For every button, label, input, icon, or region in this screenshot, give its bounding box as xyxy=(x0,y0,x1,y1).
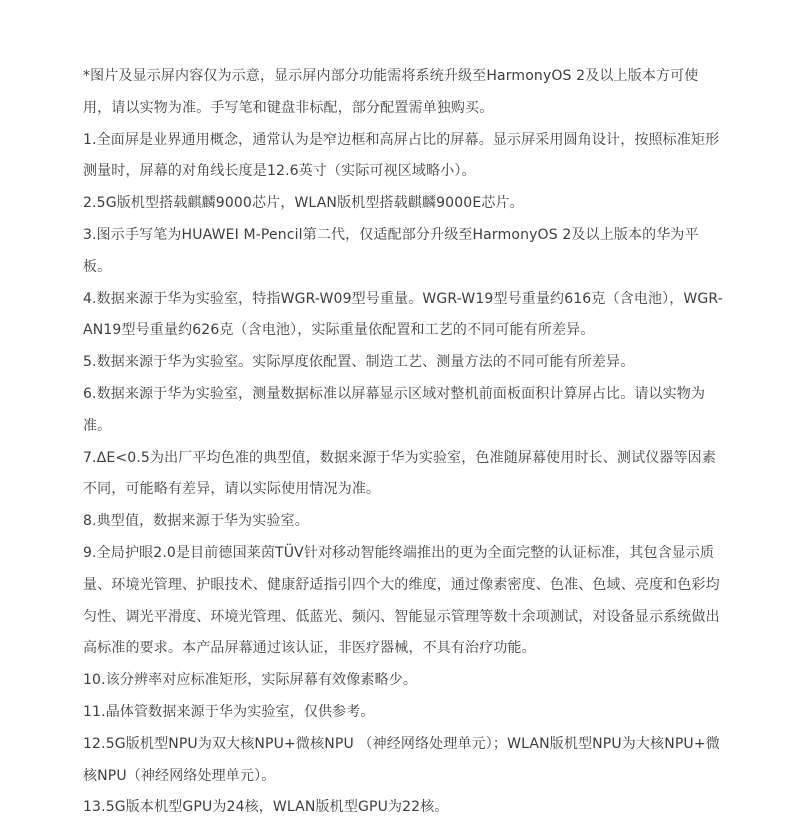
disclaimer-intro: *图片及显示屏内容仅为示意，显示屏内部分功能需将系统升级至HarmonyOS 2及以上版本方可使用，请以实物为准。手写笔和键盘非标配，部分配置需单独购买。 xyxy=(83,68,699,116)
footnote-7: 7.ΔE<0.5为出厂平均色准的典型值，数据来源于华为实验室，色准随屏幕使用时长、测试仪器等因素不同，可能略有差异，请以实际使用情况为准。 xyxy=(83,449,716,498)
footnote-12: 12.5G版机型NPU为双大核NPU+微核NPU （神经网络处理单元）；WLAN版机型NPU为大核NPU+微核NPU（神经网络处理单元）。 xyxy=(83,735,720,784)
footnote-1: 1.全面屏是业界通用概念，通常认为是窄边框和高屏占比的屏幕。显示屏采用圆角设计，按照标准矩形测量时，屏幕的对角线长度是12.6英寸（实际可视区域略小）。 xyxy=(83,131,720,180)
footnote-9: 9.全局护眼2.0是目前德国莱茵TÜV针对移动智能终端推出的更为全面完整的认证标准，其包含显示质量、环境光管理、护眼技术、健康舒适指引四个大的维度，通过像素密度、色准、色域、亮度和色彩均匀性、调光平滑度、环境光管理、低蓝光、频闪、智能显示管理等数十余项测试，对设备显示系统做出高标准的要求。本产品屏幕通过该认证，非医疗器械，不具有治疗功能。 xyxy=(83,544,720,657)
footnote-13: 13.5G版本机型GPU为24核，WLAN版机型GPU为22核。 xyxy=(83,799,449,816)
footnote-2: 2.5G版机型搭载麒麟9000芯片，WLAN版机型搭载麒麟9000E芯片。 xyxy=(83,195,524,212)
footnote-11: 11.晶体管数据来源于华为实验室，仅供参考。 xyxy=(83,703,375,720)
footnote-6: 6.数据来源于华为实验室，测量数据标准以屏幕显示区域对整机前面板面积计算屏占比。请以实物为准。 xyxy=(83,385,706,434)
footnote-10: 10.该分辨率对应标准矩形，实际屏幕有效像素略少。 xyxy=(83,672,418,689)
footnote-5: 5.数据来源于华为实验室。实际厚度依配置、制造工艺、测量方法的不同可能有所差异。 xyxy=(83,354,635,371)
disclaimer-notes xyxy=(83,61,723,824)
footnote-8: 8.典型值，数据来源于华为实验室。 xyxy=(83,513,309,530)
footnote-4: 4.数据来源于华为实验室，特指WGR-W09型号重量。WGR-W19型号重量约616克（含电池），WGR-AN19型号重量约626克（含电池），实际重量依配置和工艺的不同可能有所差异。 xyxy=(83,290,723,339)
footnote-3: 3.图示手写笔为HUAWEI M-Pencil第二代，仅适配部分升级至HarmonyOS 2及以上版本的华为平板。 xyxy=(83,226,699,275)
